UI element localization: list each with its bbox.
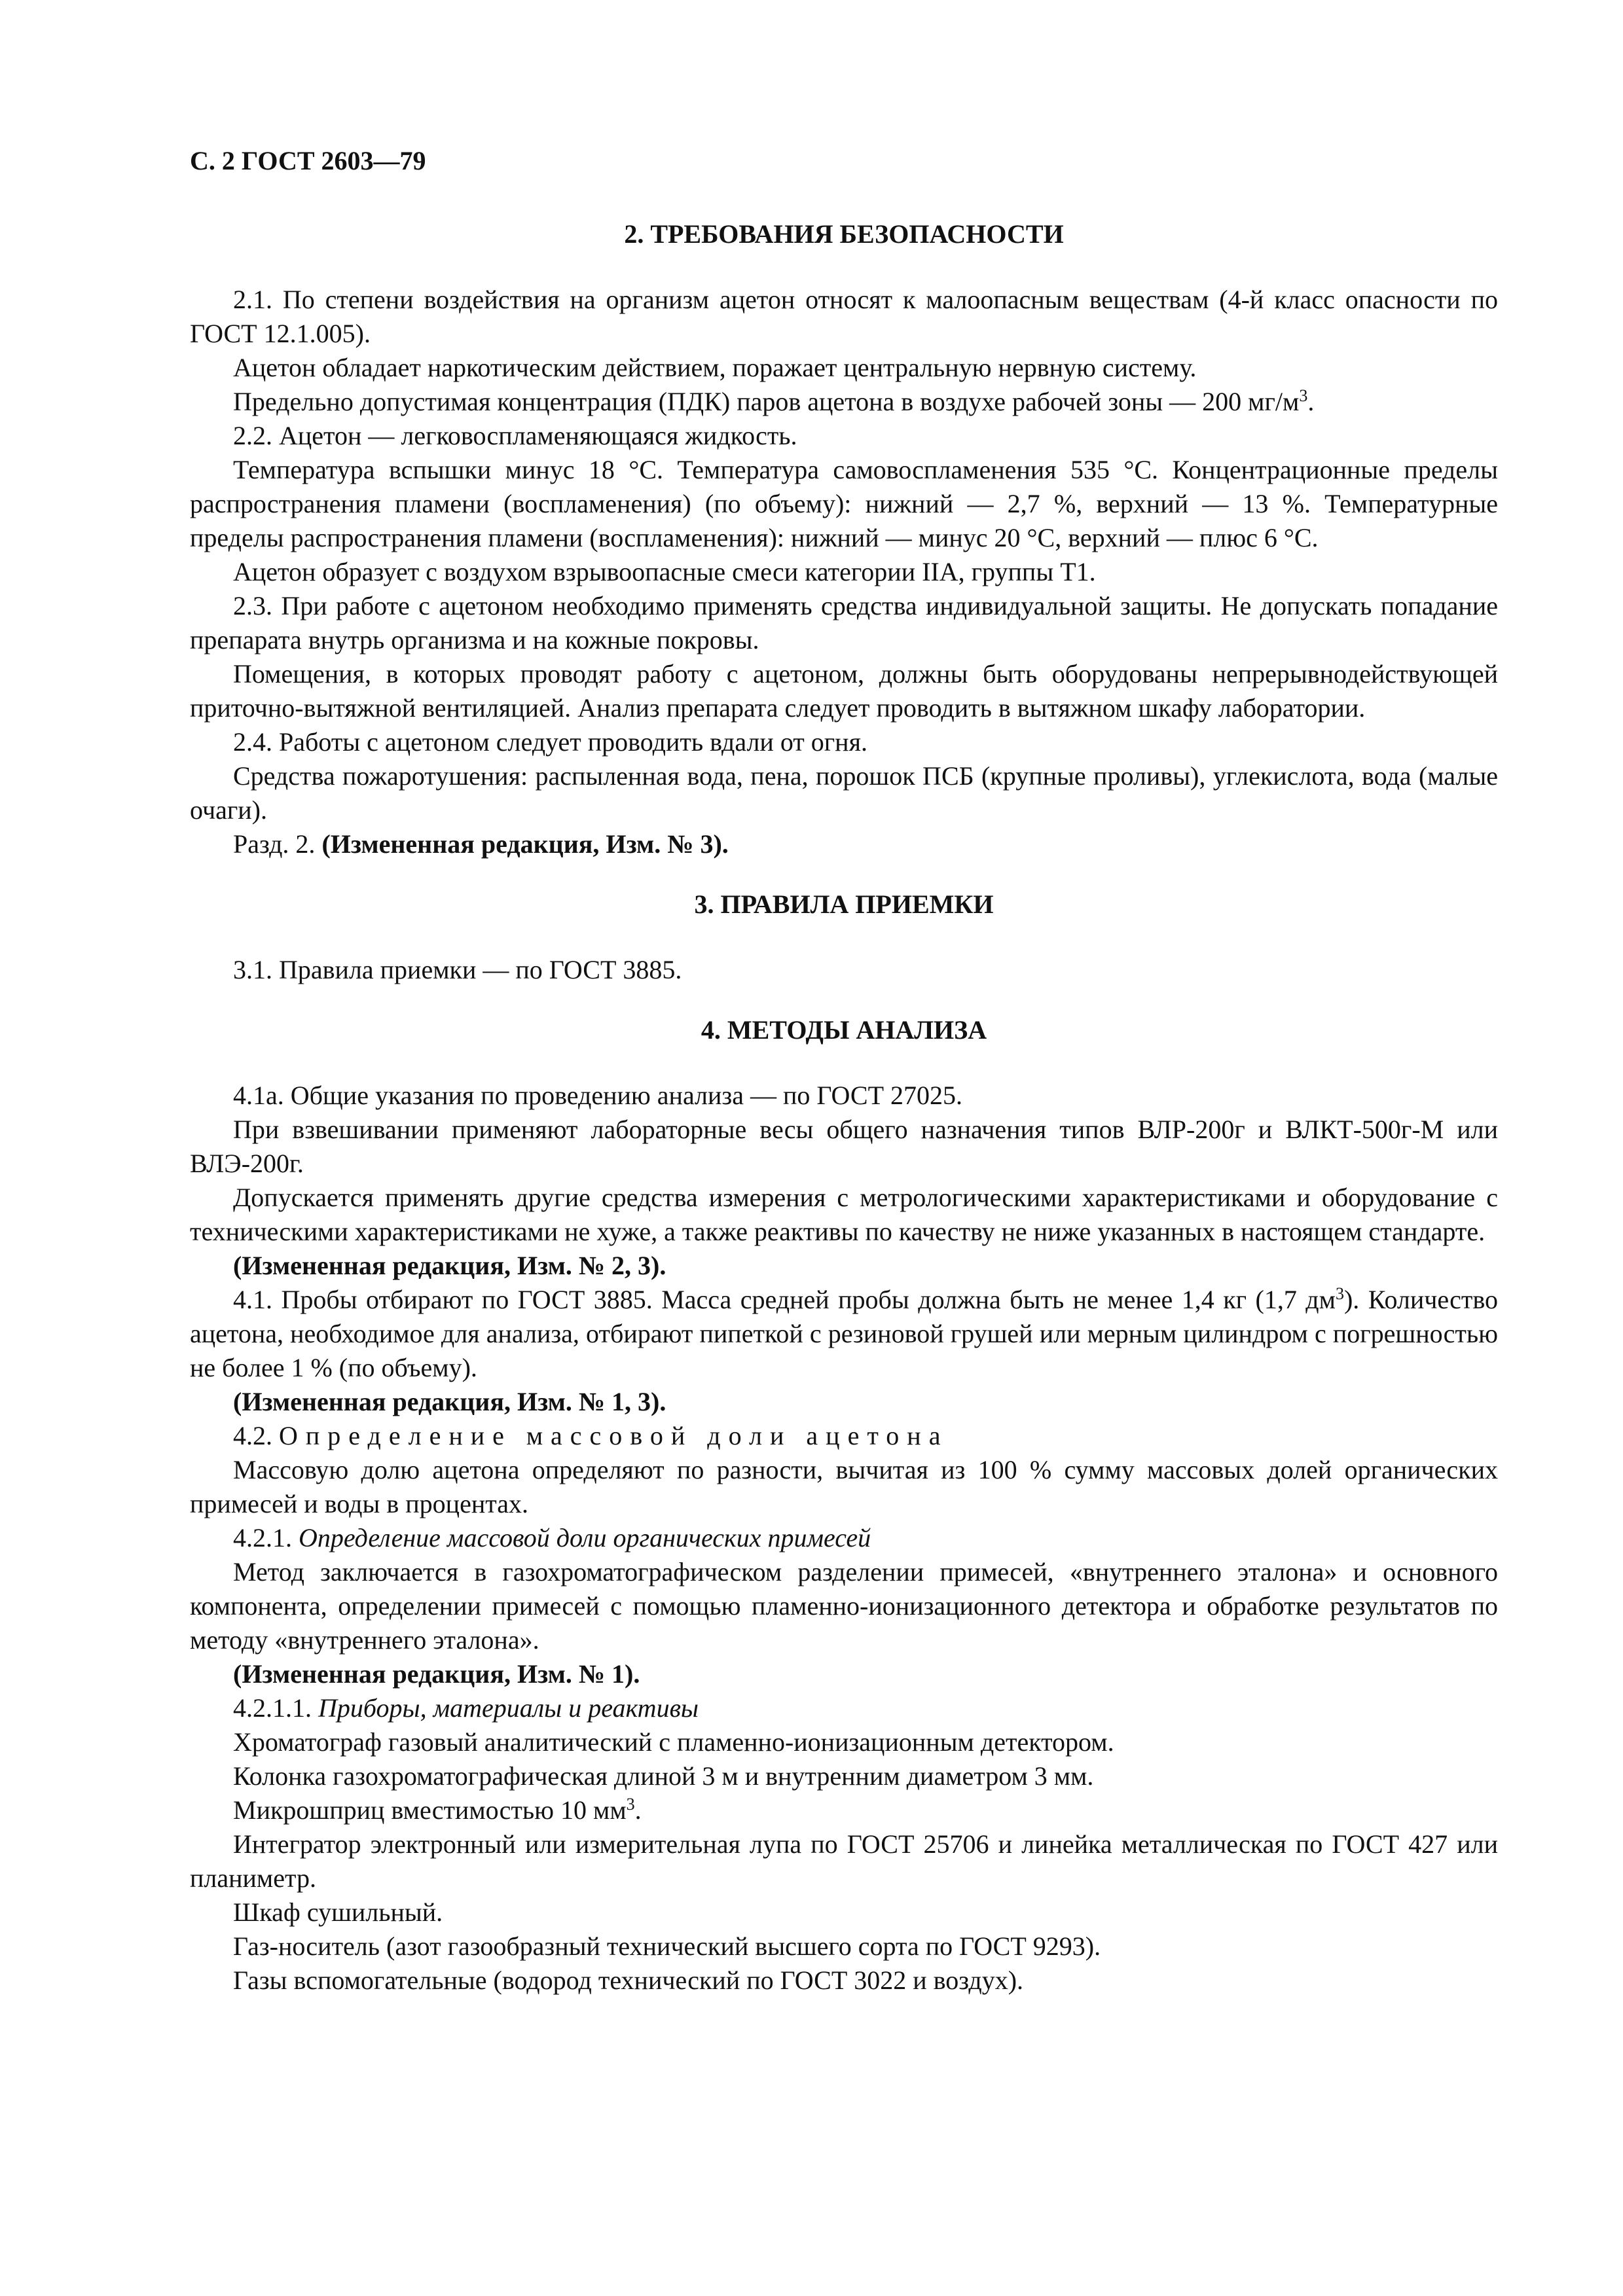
text: .	[634, 1795, 642, 1825]
paragraph	[190, 1793, 1498, 1827]
italic-heading: Определение массовой доли органических примесей	[299, 1523, 871, 1552]
paragraph: Колонка газохроматографическая длиной 3 м и внутренним диаметром 3 мм.	[233, 1761, 1094, 1791]
paragraph: Ацетон обладает наркотическим действием, поражает центральную нервную систему.	[233, 353, 1197, 382]
amendment-text: (Измененная редакция, Изм. № 3).	[321, 829, 729, 859]
paragraph: Массовую долю ацетона определяют по разности, вычитая из 100 % сумму массовых долей органических примесей и воды в процентах.	[190, 1455, 1498, 1518]
paragraph: Хроматограф газовый аналитический с пламенно-ионизационным детектором.	[233, 1727, 1114, 1757]
text: ). Количество ацетона, необходимое для анализа, отбирают пипеткой с резиновой грушей или мерным цилиндром с погрешностью не более 1 % (по объему).	[190, 1285, 1498, 1382]
paragraph: Газ-носитель (азот газообразный технический высшего сорта по ГОСТ 9293).	[233, 1931, 1101, 1961]
subsection-heading	[190, 1691, 1498, 1725]
paragraph: При взвешивании применяют лабораторные весы общего назначения типов ВЛР-200г и ВЛКТ-500г-М или ВЛЭ-200г.	[190, 1115, 1498, 1178]
text: 4.2.1.	[233, 1523, 299, 1552]
subsection-heading	[190, 1419, 1498, 1453]
paragraph: 3.1. Правила приемки — по ГОСТ 3885.	[233, 955, 682, 984]
text: .	[1307, 387, 1315, 416]
section-safety	[190, 217, 1498, 861]
superscript: 3	[626, 1795, 635, 1814]
paragraph: 2.2. Ацетон — легковоспламеняющаяся жидкость.	[233, 421, 797, 450]
paragraph: Помещения, в которых проводят работу с ацетоном, должны быть оборудованы непрерывнодействующей приточно-вытяжной вентиляцией. Анализ препарата следует проводить в вытяжном шкафу лаборатории.	[190, 659, 1498, 723]
superscript: 3	[1299, 386, 1308, 405]
text: Микрошприц вместимостью 10 мм	[233, 1795, 627, 1825]
italic-heading: Приборы, материалы и реактивы	[318, 1693, 699, 1723]
paragraph: Допускается применять другие средства измерения с метрологическими характеристиками и оборудование с техническими характеристиками не хуже, а также реактивы по качеству не ниже указанных в настоящем стандарте.	[190, 1183, 1498, 1246]
text: Предельно допустимая концентрация (ПДК) паров ацетона в воздухе рабочей зоны — 200 мг/м	[233, 387, 1300, 416]
paragraph: Шкаф сушильный.	[233, 1897, 443, 1927]
paragraph: Газы вспомогательные (водород технический по ГОСТ 3022 и воздух).	[233, 1965, 1024, 1995]
section-title: 3. ПРАВИЛА ПРИЕМКИ	[694, 889, 994, 919]
text: 4.2.	[233, 1421, 279, 1450]
paragraph: Ацетон образует с воздухом взрывоопасные смеси категории IIA, группы T1.	[233, 557, 1096, 586]
paragraph	[190, 385, 1498, 419]
subsection-heading	[190, 1521, 1498, 1555]
page-header: С. 2 ГОСТ 2603—79	[190, 146, 426, 175]
paragraph: 2.4. Работы с ацетоном следует проводить вдали от огня.	[233, 727, 867, 757]
document-page	[190, 144, 1498, 1998]
paragraph: 4.1а. Общие указания по проведению анализа — по ГОСТ 27025.	[233, 1081, 963, 1110]
paragraph	[190, 1283, 1498, 1385]
text: 4.1. Пробы отбирают по ГОСТ 3885. Масса средней пробы должна быть не менее 1,4 кг (1,7 дм	[233, 1285, 1336, 1314]
paragraph: Интегратор электронный или измерительная лупа по ГОСТ 25706 и линейка металлическая по ГОСТ 427 или планиметр.	[190, 1829, 1498, 1893]
amendment-note: (Измененная редакция, Изм. № 2, 3).	[233, 1251, 666, 1280]
section-title: 2. ТРЕБОВАНИЯ БЕЗОПАСНОСТИ	[624, 219, 1064, 249]
superscript: 3	[1335, 1284, 1344, 1303]
section-acceptance	[190, 888, 1498, 987]
paragraph: Средства пожаротушения: распыленная вода, пена, порошок ПСБ (крупные проливы), углекислота, вода (малые очаги).	[190, 761, 1498, 825]
section-methods	[190, 1013, 1498, 1998]
paragraph: 2.3. При работе с ацетоном необходимо применять средства индивидуальной защиты. Не допускать попадание препарата внутрь организма и на кожные покровы.	[190, 591, 1498, 655]
text: 4.2.1.1.	[233, 1693, 318, 1723]
paragraph: 2.1. По степени воздействия на организм ацетон относят к малоопасным веществам (4-й класс опасности по ГОСТ 12.1.005).	[190, 285, 1498, 348]
text: Разд. 2.	[233, 829, 322, 859]
amendment-note: (Измененная редакция, Изм. № 1, 3).	[233, 1387, 666, 1416]
paragraph: Метод заключается в газохроматографическом разделении примесей, «внутреннего эталона» и основного компонента, определении примесей с помощью пламенно-ионизационного детектора и обработке результатов по методу «внутреннего эталона».	[190, 1557, 1498, 1655]
section-title: 4. МЕТОДЫ АНАЛИЗА	[701, 1015, 987, 1045]
spaced-heading: Определение массовой доли ацетона	[279, 1421, 949, 1450]
amendment-note: (Измененная редакция, Изм. № 1).	[233, 1659, 640, 1689]
paragraph: Температура вспышки минус 18 °С. Температура самовоспламенения 535 °С. Концентрационные пределы распространения пламени (воспламенения) (по объему): нижний — 2,7 %, верхний — 13 %. Температурные пределы распространения пламени (воспламенения): нижний — минус 20 °С, верхний — плюс 6 °С.	[190, 455, 1498, 552]
amendment-note	[190, 827, 1498, 861]
